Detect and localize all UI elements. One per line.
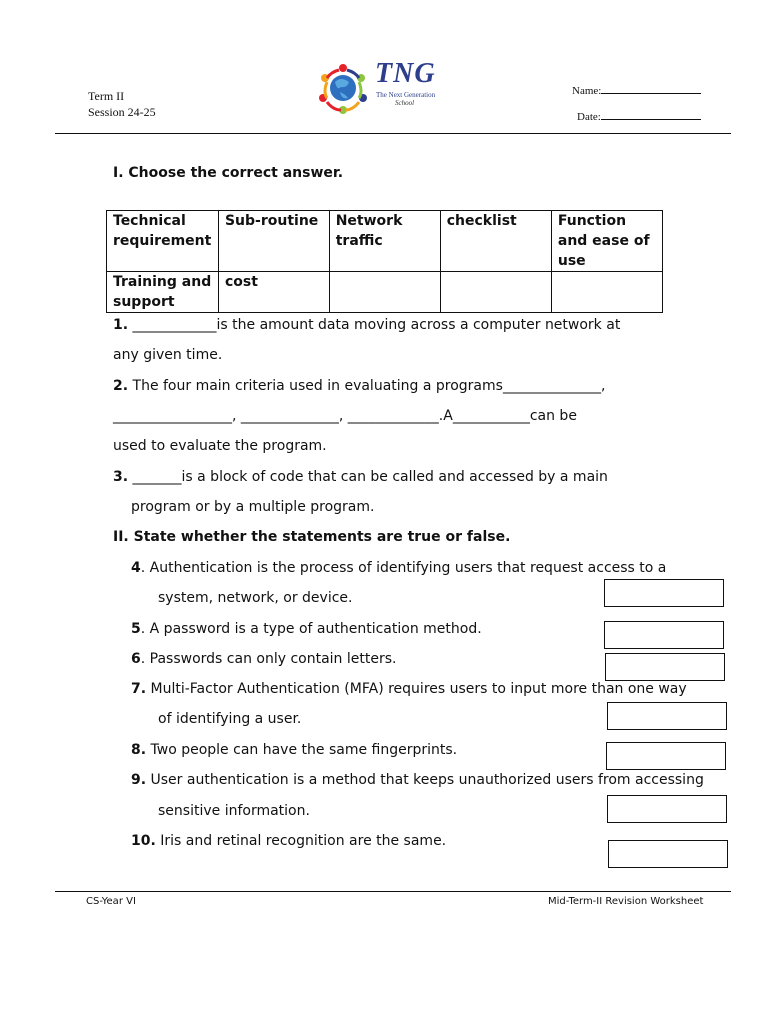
- table-cell: Training and support: [107, 272, 219, 313]
- question-1: [113, 317, 620, 333]
- table-cell: Network traffic: [329, 211, 440, 272]
- term-session-block: [88, 88, 156, 120]
- table-cell: cost: [218, 272, 329, 313]
- answer-box-7[interactable]: [607, 702, 727, 730]
- question-text: . Passwords can only contain letters.: [140, 651, 397, 667]
- word-bank-table: [106, 210, 663, 313]
- question-text: The four main criteria used in evaluating a programs______________,: [128, 378, 606, 394]
- answer-box-6[interactable]: [605, 653, 725, 681]
- answer-box-5[interactable]: [604, 621, 724, 649]
- question-number: 1.: [113, 317, 129, 333]
- question-text: _______is a block of code that can be called and accessed by a main: [128, 469, 608, 485]
- section-2-title: II. State whether the statements are true or false.: [113, 529, 511, 545]
- globe-icon: [313, 58, 373, 122]
- question-number: 6: [131, 651, 141, 667]
- header-divider: [55, 133, 731, 134]
- question-number: 9.: [131, 772, 147, 788]
- question-7: [131, 681, 687, 697]
- question-text: ____________is the amount data moving across a computer network at: [128, 317, 621, 333]
- question-1-cont: any given time.: [113, 347, 223, 363]
- question-text: Two people can have the same fingerprints.: [146, 742, 458, 758]
- question-number: 2.: [113, 378, 129, 394]
- question-2-cont: used to evaluate the program.: [113, 438, 327, 454]
- question-2-cont: _________________, ______________, _____________.A___________can be: [113, 408, 577, 424]
- question-text: Iris and retinal recognition are the same.: [155, 833, 447, 849]
- footer-left: CS-Year VI: [86, 896, 136, 907]
- table-cell: Function and ease of use: [551, 211, 662, 272]
- term-label: Term II: [88, 89, 125, 103]
- question-3-cont: program or by a multiple program.: [131, 499, 375, 515]
- question-text: . Authentication is the process of identifying users that request access to a: [140, 560, 667, 576]
- question-text: . A password is a type of authentication method.: [140, 621, 482, 637]
- answer-box-4[interactable]: [604, 579, 724, 607]
- date-label: Date:: [577, 111, 601, 123]
- answer-box-10[interactable]: [608, 840, 728, 868]
- question-9: [131, 772, 704, 788]
- question-6: [131, 651, 396, 667]
- section-1-title: I. Choose the correct answer.: [113, 165, 344, 181]
- question-number: 7.: [131, 681, 147, 697]
- table-cell: Technical requirement: [107, 211, 219, 272]
- question-10: [131, 833, 446, 849]
- question-number: 10.: [131, 833, 156, 849]
- date-blank[interactable]: [601, 108, 701, 120]
- name-label: Name:: [572, 85, 602, 97]
- logo-school: School: [395, 99, 415, 107]
- question-8: [131, 742, 457, 758]
- table-cell: checklist: [440, 211, 551, 272]
- answer-box-9[interactable]: [607, 795, 727, 823]
- table-cell: [440, 272, 551, 313]
- table-row: [107, 211, 663, 272]
- name-blank[interactable]: [601, 82, 701, 94]
- question-text: Multi-Factor Authentication (MFA) requires users to input more than one way: [146, 681, 687, 697]
- footer-right: Mid-Term-II Revision Worksheet: [548, 896, 704, 907]
- question-4-cont: system, network, or device.: [158, 590, 353, 606]
- table-cell: Sub-routine: [218, 211, 329, 272]
- footer-divider: [55, 891, 731, 892]
- logo-text: TNG: [375, 58, 436, 89]
- answer-box-8[interactable]: [606, 742, 726, 770]
- question-3: [113, 469, 608, 485]
- question-text: User authentication is a method that keeps unauthorized users from accessing: [146, 772, 704, 788]
- name-field[interactable]: [572, 82, 701, 97]
- question-4: [131, 560, 666, 576]
- date-field[interactable]: [577, 108, 701, 123]
- school-logo: [313, 58, 443, 122]
- question-number: 5: [131, 621, 141, 637]
- question-2: [113, 378, 605, 394]
- question-5: [131, 621, 482, 637]
- question-number: 4: [131, 560, 141, 576]
- question-7-cont: of identifying a user.: [158, 711, 302, 727]
- session-label: Session 24-25: [88, 105, 156, 119]
- question-number: 8.: [131, 742, 147, 758]
- logo-subtitle: The Next Generation: [376, 91, 436, 99]
- question-9-cont: sensitive information.: [158, 803, 310, 819]
- table-cell: [329, 272, 440, 313]
- table-row: [107, 272, 663, 313]
- table-cell: [551, 272, 662, 313]
- question-number: 3.: [113, 469, 129, 485]
